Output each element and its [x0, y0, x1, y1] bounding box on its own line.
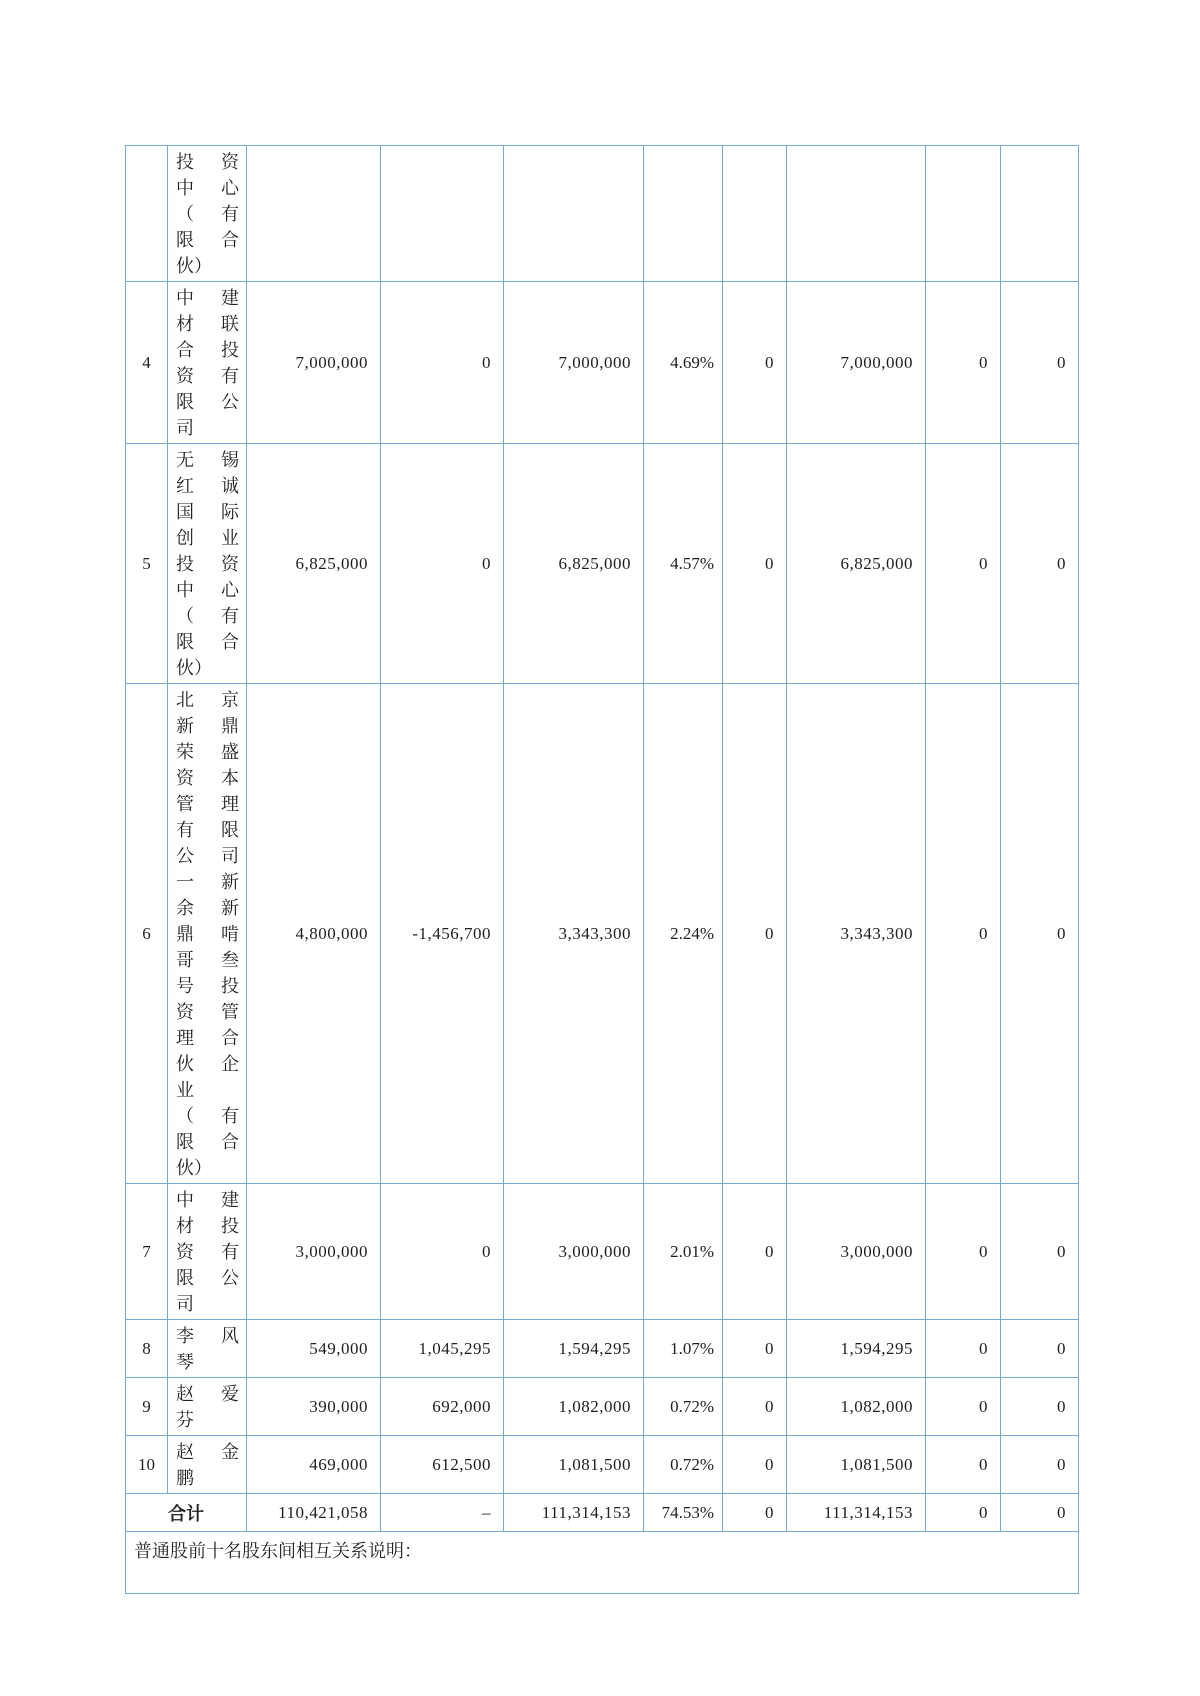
name-line: [176, 1239, 239, 1265]
table-row: [126, 282, 1079, 444]
value-cell: 0: [926, 282, 1001, 444]
value-cell: -1,456,700: [381, 684, 504, 1184]
name-line: [176, 895, 239, 921]
name-char: 资: [221, 554, 239, 574]
name-char: （: [176, 204, 194, 224]
shareholder-name-cell: [168, 684, 247, 1184]
name-char: 公: [221, 392, 239, 412]
name-line: [176, 149, 239, 175]
value-cell: 0: [723, 282, 787, 444]
name-line: [176, 1051, 239, 1077]
name-char: 李: [176, 1326, 194, 1346]
value-cell: 0: [723, 1184, 787, 1320]
name-char: 鼎: [176, 924, 194, 944]
name-char: 资: [176, 1242, 194, 1262]
total-value-cell: 111,314,153: [787, 1494, 926, 1532]
value-cell: 0: [1001, 1436, 1079, 1494]
value-cell: 2.24%: [644, 684, 723, 1184]
value-cell: 0: [1001, 444, 1079, 684]
name-line: [176, 947, 239, 973]
value-cell: 1,082,000: [787, 1378, 926, 1436]
value-cell: [1001, 146, 1079, 282]
name-char: 限: [176, 632, 194, 652]
total-value-cell: 111,314,153: [504, 1494, 644, 1532]
value-cell: 7,000,000: [247, 282, 381, 444]
name-char: 材: [176, 314, 194, 334]
value-cell: 4.57%: [644, 444, 723, 684]
name-line: [176, 551, 239, 577]
rank-cell: 10: [126, 1436, 168, 1494]
rank-cell: 6: [126, 684, 168, 1184]
value-cell: 0: [926, 1436, 1001, 1494]
name-char: 材: [176, 1216, 194, 1236]
name-line: [176, 337, 239, 363]
value-cell: 0: [1001, 1184, 1079, 1320]
value-cell: 0: [723, 684, 787, 1184]
rank-cell: 9: [126, 1378, 168, 1436]
name-line: [176, 1265, 239, 1291]
total-value-cell: 0: [723, 1494, 787, 1532]
shareholder-name-cell: [168, 146, 247, 282]
value-cell: 1,081,500: [504, 1436, 644, 1494]
name-char: 爱: [221, 1384, 239, 1404]
value-cell: 469,000: [247, 1436, 381, 1494]
value-cell: [787, 146, 926, 282]
name-line: [176, 1187, 239, 1213]
rank-cell: 7: [126, 1184, 168, 1320]
value-cell: 0.72%: [644, 1378, 723, 1436]
value-cell: 1.07%: [644, 1320, 723, 1378]
total-value-cell: 0: [926, 1494, 1001, 1532]
name-char: 荣: [176, 742, 194, 762]
name-line: 业: [176, 1080, 194, 1100]
table-row: [126, 1184, 1079, 1320]
value-cell: 0: [1001, 1320, 1079, 1378]
value-cell: [381, 146, 504, 282]
value-cell: 692,000: [381, 1378, 504, 1436]
value-cell: 6,825,000: [787, 444, 926, 684]
name-char: 金: [221, 1442, 239, 1462]
name-char: 有: [221, 606, 239, 626]
name-char: 合: [221, 230, 239, 250]
name-line: [176, 999, 239, 1025]
name-line: [176, 499, 239, 525]
name-char: 号: [176, 976, 194, 996]
value-cell: 1,081,500: [787, 1436, 926, 1494]
value-cell: [723, 146, 787, 282]
rank-cell: 4: [126, 282, 168, 444]
name-line: [176, 201, 239, 227]
name-char: 鼎: [221, 716, 239, 736]
name-char: 赵: [176, 1384, 194, 1404]
name-char: 业: [221, 528, 239, 548]
value-cell: 1,594,295: [787, 1320, 926, 1378]
name-char: 建: [221, 288, 239, 308]
value-cell: 3,000,000: [504, 1184, 644, 1320]
name-char: 有: [176, 820, 194, 840]
name-char: 有: [221, 1106, 239, 1126]
name-char: 风: [221, 1326, 239, 1346]
shareholder-name-cell: [168, 282, 247, 444]
value-cell: 3,343,300: [504, 684, 644, 1184]
table-row: [126, 1320, 1079, 1378]
name-char: 投: [221, 340, 239, 360]
name-char: 合: [176, 340, 194, 360]
name-char: 赵: [176, 1442, 194, 1462]
name-char: 理: [221, 794, 239, 814]
total-value-cell: –: [381, 1494, 504, 1532]
total-value-cell: 0: [1001, 1494, 1079, 1532]
name-char: 新: [221, 898, 239, 918]
name-char: 北: [176, 690, 194, 710]
shareholder-name-cell: [168, 1436, 247, 1494]
name-char: 合: [221, 632, 239, 652]
name-char: 无: [176, 450, 194, 470]
name-char: 资: [176, 1002, 194, 1022]
name-char: 公: [176, 846, 194, 866]
name-line: [176, 1439, 239, 1465]
name-line: [176, 603, 239, 629]
name-char: 心: [221, 580, 239, 600]
value-cell: 0: [381, 1184, 504, 1320]
name-line: [176, 843, 239, 869]
value-cell: 6,825,000: [247, 444, 381, 684]
name-char: 限: [176, 1132, 194, 1152]
name-line: 伙）: [176, 658, 212, 678]
name-line: [176, 363, 239, 389]
value-cell: 549,000: [247, 1320, 381, 1378]
rank-cell: 5: [126, 444, 168, 684]
name-char: 本: [221, 768, 239, 788]
table-row: [126, 444, 1079, 684]
rank-cell: [126, 146, 168, 282]
total-label: 合计: [126, 1494, 247, 1532]
name-char: 诚: [221, 476, 239, 496]
name-line: 伙）: [176, 1158, 212, 1178]
name-line: [176, 687, 239, 713]
name-char: 司: [221, 846, 239, 866]
name-char: 新: [176, 716, 194, 736]
total-value-cell: 74.53%: [644, 1494, 723, 1532]
name-char: 资: [176, 366, 194, 386]
value-cell: 2.01%: [644, 1184, 723, 1320]
table-row: [126, 146, 1079, 282]
value-cell: 1,045,295: [381, 1320, 504, 1378]
name-char: 资: [221, 152, 239, 172]
value-cell: 6,825,000: [504, 444, 644, 684]
name-char: 公: [221, 1268, 239, 1288]
value-cell: 0: [926, 1184, 1001, 1320]
shareholder-name-cell: [168, 1378, 247, 1436]
value-cell: 1,082,000: [504, 1378, 644, 1436]
value-cell: 0: [926, 1378, 1001, 1436]
name-line: [176, 175, 239, 201]
name-line: 司: [176, 1294, 194, 1314]
name-line: [176, 1025, 239, 1051]
name-char: 有: [221, 366, 239, 386]
total-value-cell: 110,421,058: [247, 1494, 381, 1532]
value-cell: [644, 146, 723, 282]
name-char: 啃: [221, 924, 239, 944]
table-row: [126, 1436, 1079, 1494]
value-cell: 0: [723, 1436, 787, 1494]
value-cell: 4,800,000: [247, 684, 381, 1184]
name-char: 创: [176, 528, 194, 548]
table-row: [126, 684, 1079, 1184]
name-char: 限: [176, 1268, 194, 1288]
value-cell: 1,594,295: [504, 1320, 644, 1378]
name-char: 投: [221, 1216, 239, 1236]
name-line: 司: [176, 418, 194, 438]
name-line: [176, 1103, 239, 1129]
value-cell: 0.72%: [644, 1436, 723, 1494]
name-line: [176, 739, 239, 765]
note-row: [126, 1532, 1079, 1594]
value-cell: 0: [926, 1320, 1001, 1378]
name-line: [176, 285, 239, 311]
value-cell: 612,500: [381, 1436, 504, 1494]
name-line: [176, 765, 239, 791]
value-cell: [504, 146, 644, 282]
name-char: 理: [176, 1028, 194, 1048]
value-cell: 0: [723, 1378, 787, 1436]
name-line: 芬: [176, 1410, 194, 1430]
name-line: [176, 921, 239, 947]
name-char: 资: [176, 768, 194, 788]
value-cell: 7,000,000: [787, 282, 926, 444]
name-char: （: [176, 1106, 194, 1126]
name-char: 中: [176, 178, 194, 198]
name-char: （: [176, 606, 194, 626]
name-line: [176, 817, 239, 843]
value-cell: 3,000,000: [787, 1184, 926, 1320]
name-char: 企: [221, 1054, 239, 1074]
name-line: [176, 1381, 239, 1407]
name-char: 投: [176, 152, 194, 172]
relationship-note-label: 普通股前十名股东间相互关系说明：: [126, 1532, 1079, 1594]
name-char: 建: [221, 1190, 239, 1210]
name-char: 锡: [221, 450, 239, 470]
name-line: [176, 1323, 239, 1349]
name-char: 限: [221, 820, 239, 840]
name-line: [176, 311, 239, 337]
shareholder-table-body: [126, 146, 1079, 1594]
shareholders-table: [125, 145, 1079, 1594]
name-line: [176, 525, 239, 551]
value-cell: 0: [381, 444, 504, 684]
value-cell: 7,000,000: [504, 282, 644, 444]
value-cell: 0: [1001, 1378, 1079, 1436]
value-cell: 0: [1001, 684, 1079, 1184]
name-line: [176, 389, 239, 415]
name-char: 叁: [221, 950, 239, 970]
name-char: 有: [221, 1242, 239, 1262]
shareholder-name-cell: [168, 1320, 247, 1378]
name-char: 合: [221, 1028, 239, 1048]
shareholder-name-cell: [168, 1184, 247, 1320]
name-char: 管: [176, 794, 194, 814]
value-cell: [247, 146, 381, 282]
name-line: [176, 1129, 239, 1155]
name-line: [176, 473, 239, 499]
name-char: 合: [221, 1132, 239, 1152]
name-line: 琴: [176, 1352, 194, 1372]
name-line: [176, 227, 239, 253]
name-line: [176, 869, 239, 895]
name-line: [176, 447, 239, 473]
name-char: 伙: [176, 1054, 194, 1074]
name-line: [176, 577, 239, 603]
name-line: 伙）: [176, 256, 212, 276]
value-cell: 4.69%: [644, 282, 723, 444]
name-char: 有: [221, 204, 239, 224]
value-cell: [926, 146, 1001, 282]
name-char: 限: [176, 230, 194, 250]
name-char: 余: [176, 898, 194, 918]
name-char: 国: [176, 502, 194, 522]
name-line: [176, 629, 239, 655]
name-char: 投: [176, 554, 194, 574]
name-char: 限: [176, 392, 194, 412]
name-line: [176, 1213, 239, 1239]
name-char: 新: [221, 872, 239, 892]
name-char: 中: [176, 1190, 194, 1210]
name-char: 哥: [176, 950, 194, 970]
name-char: 际: [221, 502, 239, 522]
value-cell: 0: [926, 444, 1001, 684]
name-line: [176, 791, 239, 817]
name-char: 投: [221, 976, 239, 996]
rank-cell: 8: [126, 1320, 168, 1378]
name-line: 鹏: [176, 1468, 194, 1488]
value-cell: 3,000,000: [247, 1184, 381, 1320]
name-char: 中: [176, 580, 194, 600]
name-line: [176, 713, 239, 739]
value-cell: 0: [723, 1320, 787, 1378]
value-cell: 0: [926, 684, 1001, 1184]
name-char: 红: [176, 476, 194, 496]
name-char: 中: [176, 288, 194, 308]
name-char: 盛: [221, 742, 239, 762]
total-row: [126, 1494, 1079, 1532]
name-char: 心: [221, 178, 239, 198]
name-char: 联: [221, 314, 239, 334]
value-cell: 0: [381, 282, 504, 444]
name-char: 一: [176, 872, 194, 892]
name-char: 京: [221, 690, 239, 710]
shareholder-name-cell: [168, 444, 247, 684]
name-char: 管: [221, 1002, 239, 1022]
value-cell: 0: [1001, 282, 1079, 444]
value-cell: 390,000: [247, 1378, 381, 1436]
value-cell: 3,343,300: [787, 684, 926, 1184]
value-cell: 0: [723, 444, 787, 684]
table-row: [126, 1378, 1079, 1436]
name-line: [176, 973, 239, 999]
